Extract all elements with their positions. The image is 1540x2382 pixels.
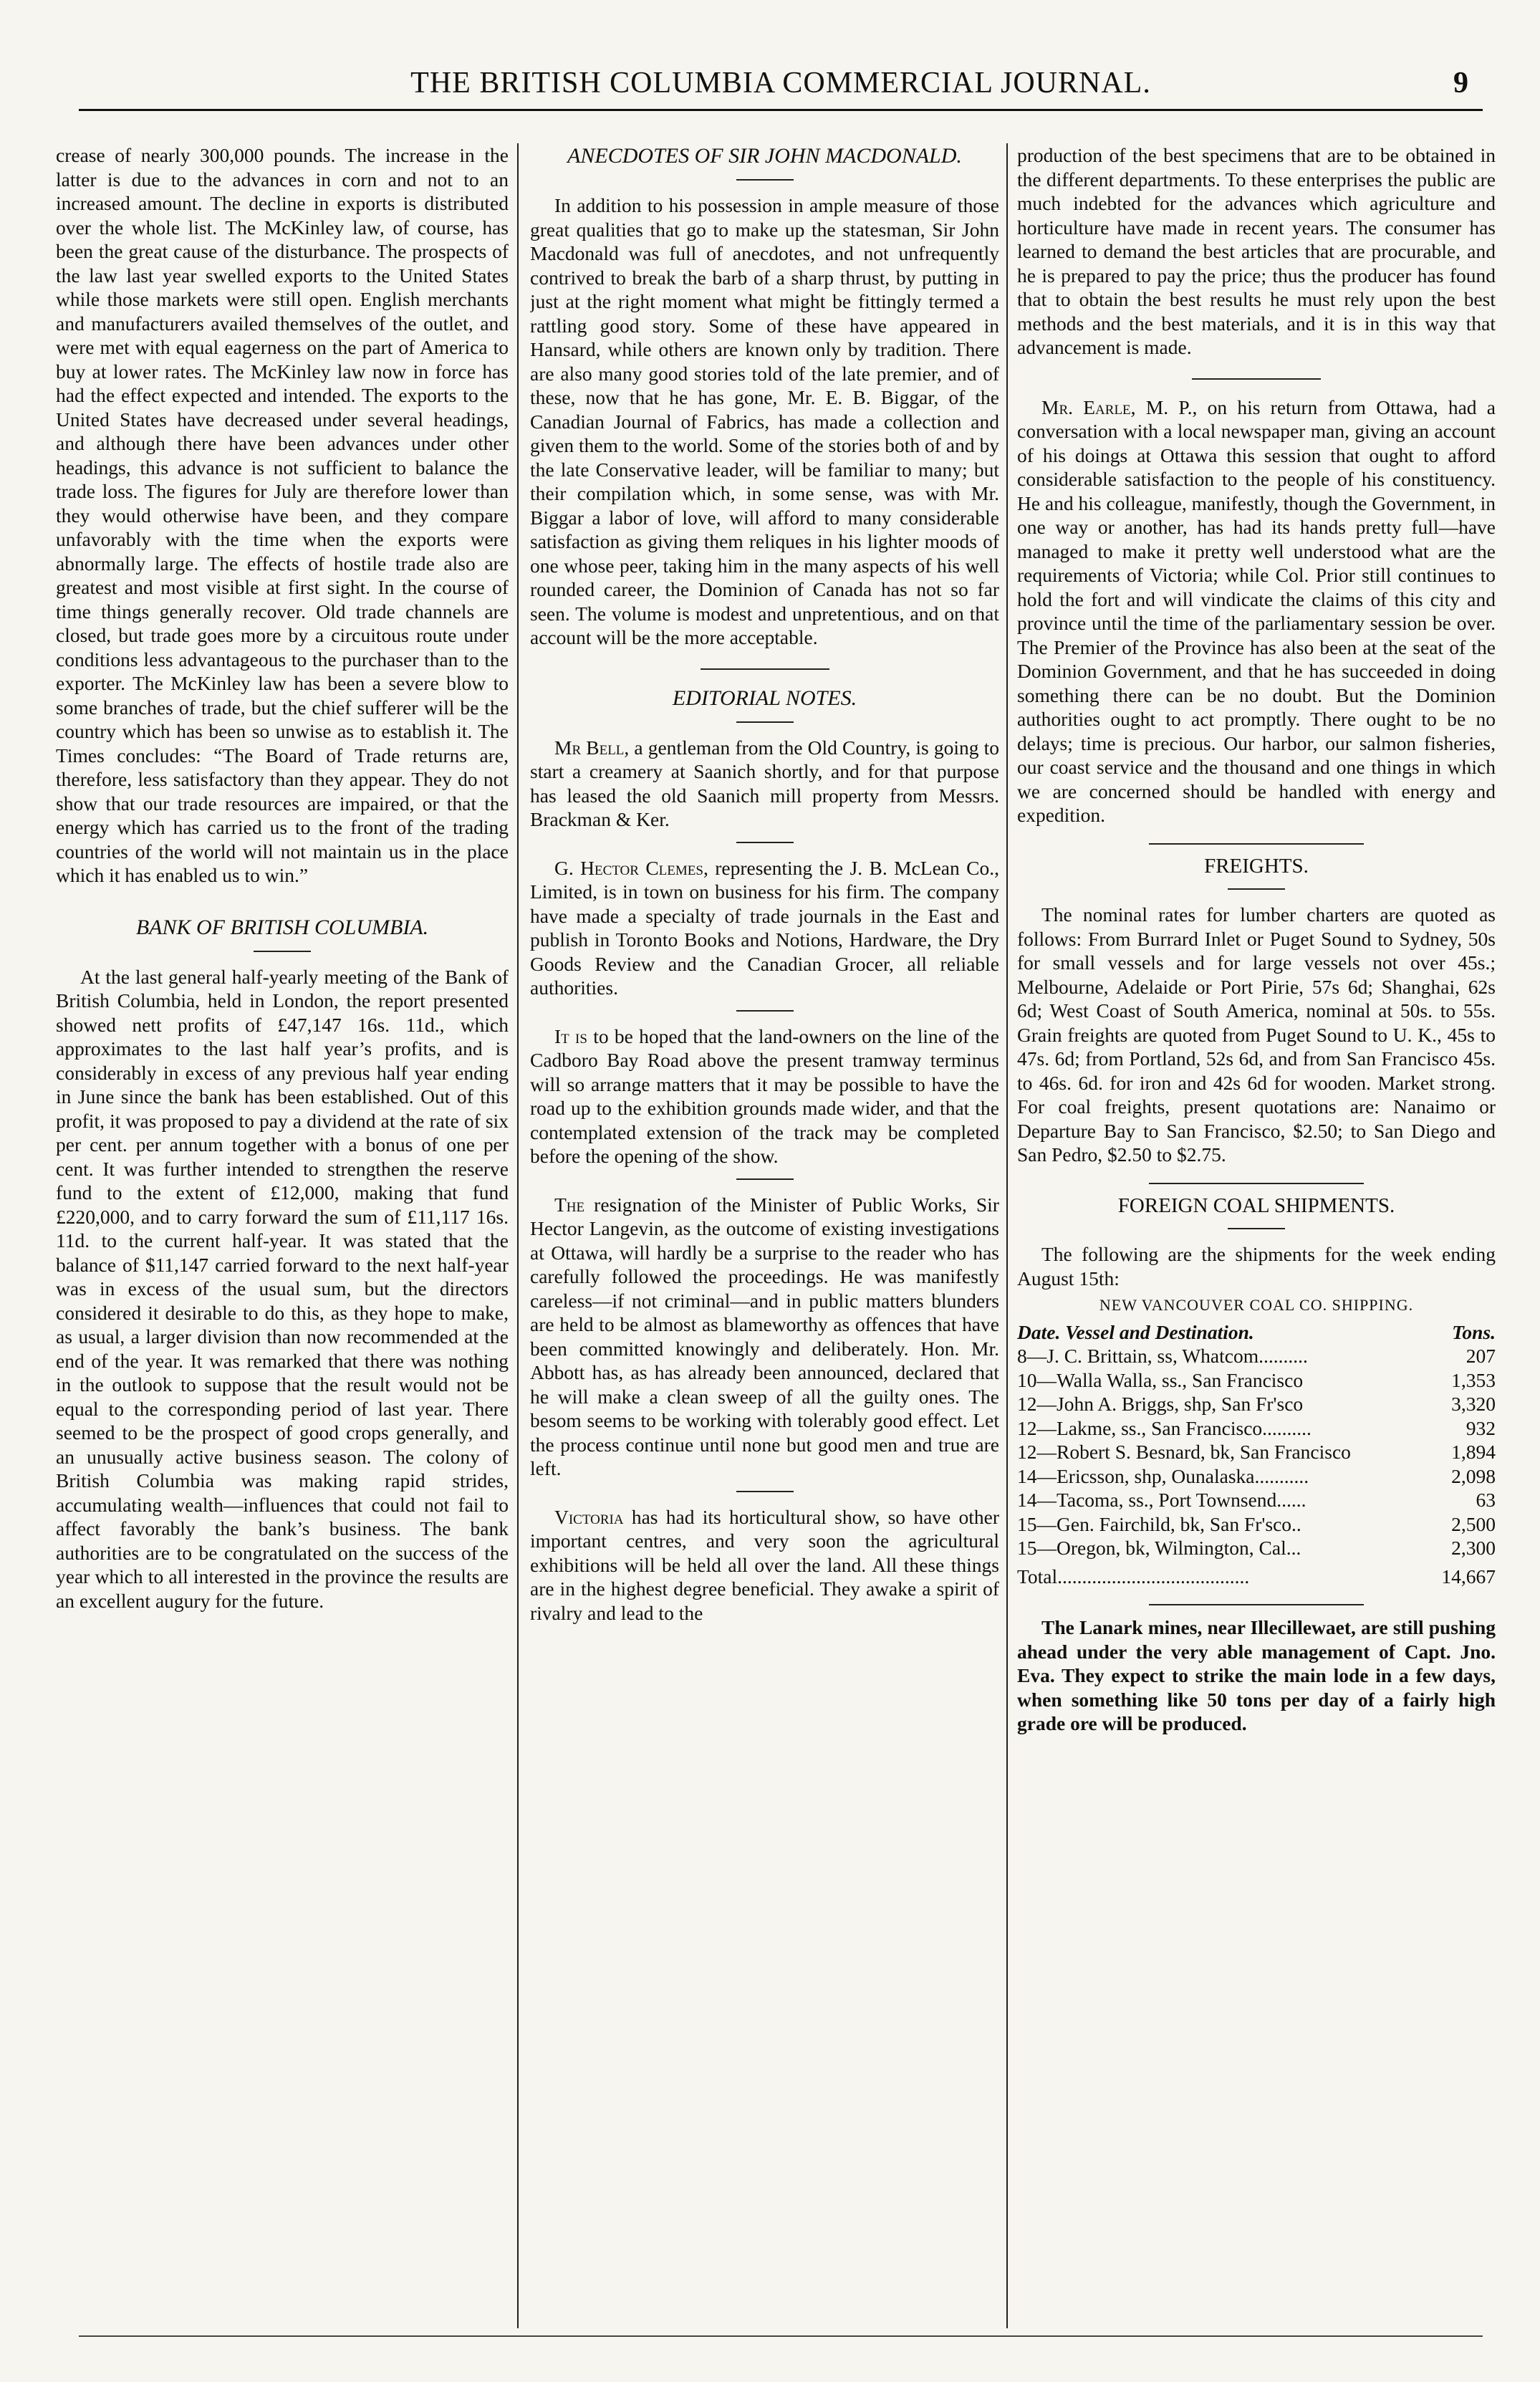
note-lead: Mr Bell, xyxy=(554,736,630,759)
shipment-tons: 1,353 xyxy=(1451,1368,1496,1391)
shipments-list xyxy=(1017,1344,1496,1560)
shipment-entry: 15—Oregon, bk, Wilmington, Cal... xyxy=(1017,1537,1301,1559)
note-lead: Mr. Earle, M. P., xyxy=(1041,395,1198,418)
editorial-heading: EDITORIAL NOTES. xyxy=(672,686,857,710)
shipment-row xyxy=(1017,1392,1496,1416)
note-lead: It is xyxy=(554,1024,587,1047)
shipments-header-left: Date. Vessel and Destination. xyxy=(1017,1320,1254,1343)
article-continuation: crease of nearly 300,000 pounds. The increase in the latter is due to the advances in corn and not to an increased amount. The decline in exports is distributed over the whole list. The McKinley law, of course, has been the great cause of the disturbance. The prospects of the law last year swelled exports to the United States while those markets were still open. English merchants and manufacturers availed themselves of the outlet, and were met with equal eagerness on the part of America to buy at lower rates. The McKinley law now in force has had the effect expected and intended. The exports to the United States have decreased under several headings, and although there have been advances under other headings, this advance is not sufficient to balance the trade loss. The figures for July are therefore lower than they would otherwise have been, and they compare unfavorably with the time when the exports were abnormally large. The effects of hostile trade also are greatest and most visible at first sight. In the course of time things generally recover. Old trade channels are closed, but trade goes more by a circuitous route under conditions less advantageous to the purchaser than to the exporter. The McKinley law has been a severe blow to some branches of trade, but the chief sufferer will be the country which has been so unwise as to establish it. The Times concludes: “The Board of Trade returns are, therefore, less satisfactory than they appear. They do not show that our trade resources are impaired, or that the energy which has carried us to the front of the trading countries of the world will not maintain us in the place which it has enabled us to win.” xyxy=(56,144,509,886)
total-label: Total....................................... xyxy=(1017,1565,1250,1588)
divider xyxy=(1149,1183,1364,1184)
shipment-row xyxy=(1017,1344,1496,1368)
divider xyxy=(701,668,829,670)
shipment-tons: 2,500 xyxy=(1451,1512,1496,1535)
divider xyxy=(1149,1604,1364,1605)
divider xyxy=(1228,888,1285,890)
divider xyxy=(736,179,794,181)
editorial-note-1 xyxy=(530,736,999,832)
column-2 xyxy=(530,143,999,2328)
footer-rule xyxy=(79,2335,1483,2337)
journal-title: THE BRITISH COLUMBIA COMMERCIAL JOURNAL. xyxy=(410,67,1151,100)
shipment-tons: 207 xyxy=(1466,1345,1496,1367)
total-value: 14,667 xyxy=(1441,1565,1496,1588)
column-divider xyxy=(517,143,519,2328)
note-text: a gentleman from the Old Country, is going to start a creamery at Saanich shortly, and for that purpose has leased the old Saanich mill property from Messrs. Brackman & Ker. xyxy=(530,736,999,830)
shipment-row xyxy=(1017,1536,1496,1560)
shipment-entry: 12—Robert S. Besnard, bk, San Francisco xyxy=(1017,1441,1351,1463)
note-text: on his return from Ottawa, had a conversation with a local newspaper man, giving an account of his doings at Ottawa this session that ought to afford considerable satisfaction to the people of his constituency. He and his colleague, manifestly, though the Government, in one way or another, has had its hands pretty full—have managed to make it pretty well understood what are the requirements of Victoria; while Col. Prior still continues to hold the fort and will vindicate the claims of this city and province until the time of the parliamentary session be over. The Premier of the Province has also been at the seat of the Dominion Government, and that he has succeeded in doing something there can be no doubt. But the Dominion authorities ought to act promptly. There ought to be no delays; time is precious. Our harbor, our salmon fisheries, our coast service and the thousand and one things in which we are concerned should be handled with energy and expedition. xyxy=(1017,395,1496,826)
coal-intro: The following are the shipments for the week ending August 15th: xyxy=(1017,1243,1496,1290)
shipment-row xyxy=(1017,1512,1496,1537)
shipment-tons: 3,320 xyxy=(1451,1393,1496,1415)
editorial-note-4 xyxy=(530,1193,999,1481)
divider xyxy=(736,842,794,843)
divider xyxy=(736,1491,794,1492)
note-text: has had its horticultural show, so have other important centres, and very soon the agricultural exhibitions will be held all over the land. All these things are in the highest degree beneficial. They awake a spirit of rivalry and lead to the xyxy=(530,1505,999,1624)
editorial-note-5 xyxy=(530,1505,999,1625)
shipment-entry: 12—John A. Briggs, shp, San Fr'sco xyxy=(1017,1393,1304,1415)
shipment-entry: 12—Lakme, ss., San Francisco.......... xyxy=(1017,1416,1312,1439)
shipment-entry: 14—Tacoma, ss., Port Townsend...... xyxy=(1017,1489,1306,1511)
shipment-tons: 63 xyxy=(1476,1489,1496,1511)
shipment-tons: 2,098 xyxy=(1451,1464,1496,1487)
shipment-row xyxy=(1017,1416,1496,1441)
note-text: resignation of the Minister of Public Works, Sir Hector Langevin, as the outcome of existing investigations at Ottawa, will hardly be a surprise to the reader who has carefully followed the proceedings. He was manifestly careless—if not criminal—and in public matters blunders are held to be almost as blameworthy as offences that have been committed knowingly and deliberately. Hon. Mr. Abbott has, as has already been announced, declared that he will make a clean sweep of all the guilty ones. The besom seems to be working with tolerably good effect. Let the process continue until none but good men and true are left. xyxy=(530,1193,999,1479)
bank-heading: BANK OF BRITISH COLUMBIA. xyxy=(135,915,429,939)
shipment-entry: 10—Walla Walla, ss., San Francisco xyxy=(1017,1368,1304,1391)
shipment-row xyxy=(1017,1368,1496,1393)
shipments-header-right: Tons. xyxy=(1452,1320,1496,1343)
note-lead: G. Hector Clemes, xyxy=(554,856,708,879)
divider xyxy=(254,951,311,952)
shipment-tons: 2,300 xyxy=(1451,1537,1496,1559)
shipments-total xyxy=(1017,1565,1496,1589)
shipment-entry: 8—J. C. Brittain, ss, Whatcom.......... xyxy=(1017,1345,1308,1367)
note-text: representing the J. B. McLean Co., Limited, is in town on business for his firm. The company have made a specialty of trade journals in the East and publish in Toronto Books and Notions, Hardware, the Dry Goods Review and the Canadian Grocer, all reliable authorities. xyxy=(530,856,999,999)
anecdotes-heading: ANECDOTES OF SIR JOHN MACDONALD. xyxy=(567,144,962,168)
divider xyxy=(736,721,794,723)
lanark-note: The Lanark mines, near Illecillewaet, are still pushing ahead under the very able management of Capt. Jno. Eva. They expect to strike the main lode in a few days, when something like 50 tons per day of a fairly high grade ore will be produced. xyxy=(1017,1616,1496,1734)
note-lead: Victoria xyxy=(554,1505,624,1528)
divider xyxy=(1192,378,1321,380)
note-text: to be hoped that the land-owners on the line of the Cadboro Bay Road above the present tramway terminus will so arrange matters that it may be possible to have the road up to the exhibition grounds made wider, and that the contemplated extension of the track may be completed before the opening of the show. xyxy=(530,1024,999,1167)
shipment-row xyxy=(1017,1488,1496,1512)
editorial-continuation: production of the best specimens that are to be obtained in the different departments. To these enterprises the public are much indebted for the advances which agriculture and horticulture have made in recent years. The consumer has learned to demand the best articles that are procurable, and he is prepared to pay the price; thus the producer has found that to obtain the best results he must rely upon the best methods and the best materials, and it is in this way that advancement is made. xyxy=(1017,144,1496,358)
column-3 xyxy=(1017,143,1496,2328)
page-number: 9 xyxy=(1453,67,1468,100)
page-header xyxy=(79,66,1483,111)
coal-heading: FOREIGN COAL SHIPMENTS. xyxy=(1117,1194,1395,1217)
shipment-entry: 15—Gen. Fairchild, bk, San Fr'sco.. xyxy=(1017,1512,1301,1535)
coal-company: NEW VANCOUVER COAL CO. SHIPPING. xyxy=(1099,1296,1414,1314)
freights-heading: FREIGHTS. xyxy=(1204,854,1309,878)
column-1 xyxy=(56,143,509,2328)
shipment-entry: 14—Ericsson, shp, Ounalaska........... xyxy=(1017,1464,1309,1487)
divider xyxy=(1228,1228,1285,1229)
anecdotes-article: In addition to his possession in ample measure of those great qualities that go to make up the statesman, Sir John Macdonald was full of anecdotes, and not unfrequently contrived to break the barb of a sharp thrust, by putting in just at the right moment what might be fittingly termed a rattling good story. Some of these have appeared in Hansard, while others are known only by tradition. There are also many good stories told of the late premier, and of these, now that he has gone, Mr. E. B. Biggar, of the Canadian Journal of Fabrics, has made a collection and given them to the world. Some of the stories both of and by the late Conservative leader, will be familiar to many; but their compilation which, in some sense, was with Mr. Biggar a labor of love, will afford to many considerable satisfaction as giving them reliques in his lighter moods of one whose peer, taking him in the many aspects of his well rounded career, the Dominion of Canada has not so far seen. The volume is modest and unpretentious, and on that account will be the more acceptable. xyxy=(530,194,999,648)
shipment-tons: 1,894 xyxy=(1451,1441,1496,1463)
shipment-tons: 932 xyxy=(1466,1416,1496,1439)
earle-note xyxy=(1017,395,1496,827)
divider xyxy=(1149,843,1364,845)
note-lead: The xyxy=(554,1193,585,1216)
shipment-row xyxy=(1017,1464,1496,1489)
freights-article: The nominal rates for lumber charters are quoted as follows: From Burrard Inlet or Puget Sound to Sydney, 50s for small vessels and for large vessels not over 45s.; Melbourne, Adelaide or Port Pirie, 57s 6d; Shanghai, 62s 6d; West Coast of South America, nominal at 50s. to 55s. Grain freights are quoted from Puget Sound to U. K., 45s to 47s. 6d; from Portland, 52s 6d, and from San Francisco 45s. to 46s. 6d. for iron and 42s 6d for wooden. Market strong. For coal freights, present quotations are: Nanaimo or Departure Bay to San Francisco, $2.50; to San Diego and San Pedro, $2.50 to $2.75. xyxy=(1017,903,1496,1166)
editorial-note-3 xyxy=(530,1024,999,1168)
divider xyxy=(736,1178,794,1180)
bank-article: At the last general half-yearly meeting of the Bank of British Columbia, held in London, the report presented showed nett profits of £47,147 16s. 11d., which approximates to the last half year’s profits, and is considerably in excess of any previous half year ending in June since the bank has been established. Out of this profit, it was proposed to pay a dividend at the rate of six per cent. per annum together with a bonus of one per cent. It was further intended to strengthen the reserve fund to the extent of £12,000, making that fund £220,000, and to carry forward the sum of £11,117 16s. 11d. to the current half-year. It was stated that the balance of $11,147 carried forward to the next half-year was in excess of the usual sum, but the directors considered it desirable to do this, as they hope to make, as usual, a larger division than now recommended at the end of the year. It was remarked that there was nothing in the outlook to suppose that the result would not be equal to the corresponding period of last year. There seemed to be the prospect of good crops generally, and an unusually active business season. The colony of British Columbia was making rapid strides, accumulating wealth—influences that could not fail to affect favorably the bank’s business. The bank authorities are to be congratulated on the success of the year which to all interested in the province the results are an excellent augury for the future. xyxy=(56,965,509,1612)
shipment-row xyxy=(1017,1440,1496,1464)
editorial-note-2 xyxy=(530,856,999,1000)
divider xyxy=(736,1010,794,1012)
shipments-header xyxy=(1017,1320,1496,1345)
column-divider xyxy=(1006,143,1008,2328)
